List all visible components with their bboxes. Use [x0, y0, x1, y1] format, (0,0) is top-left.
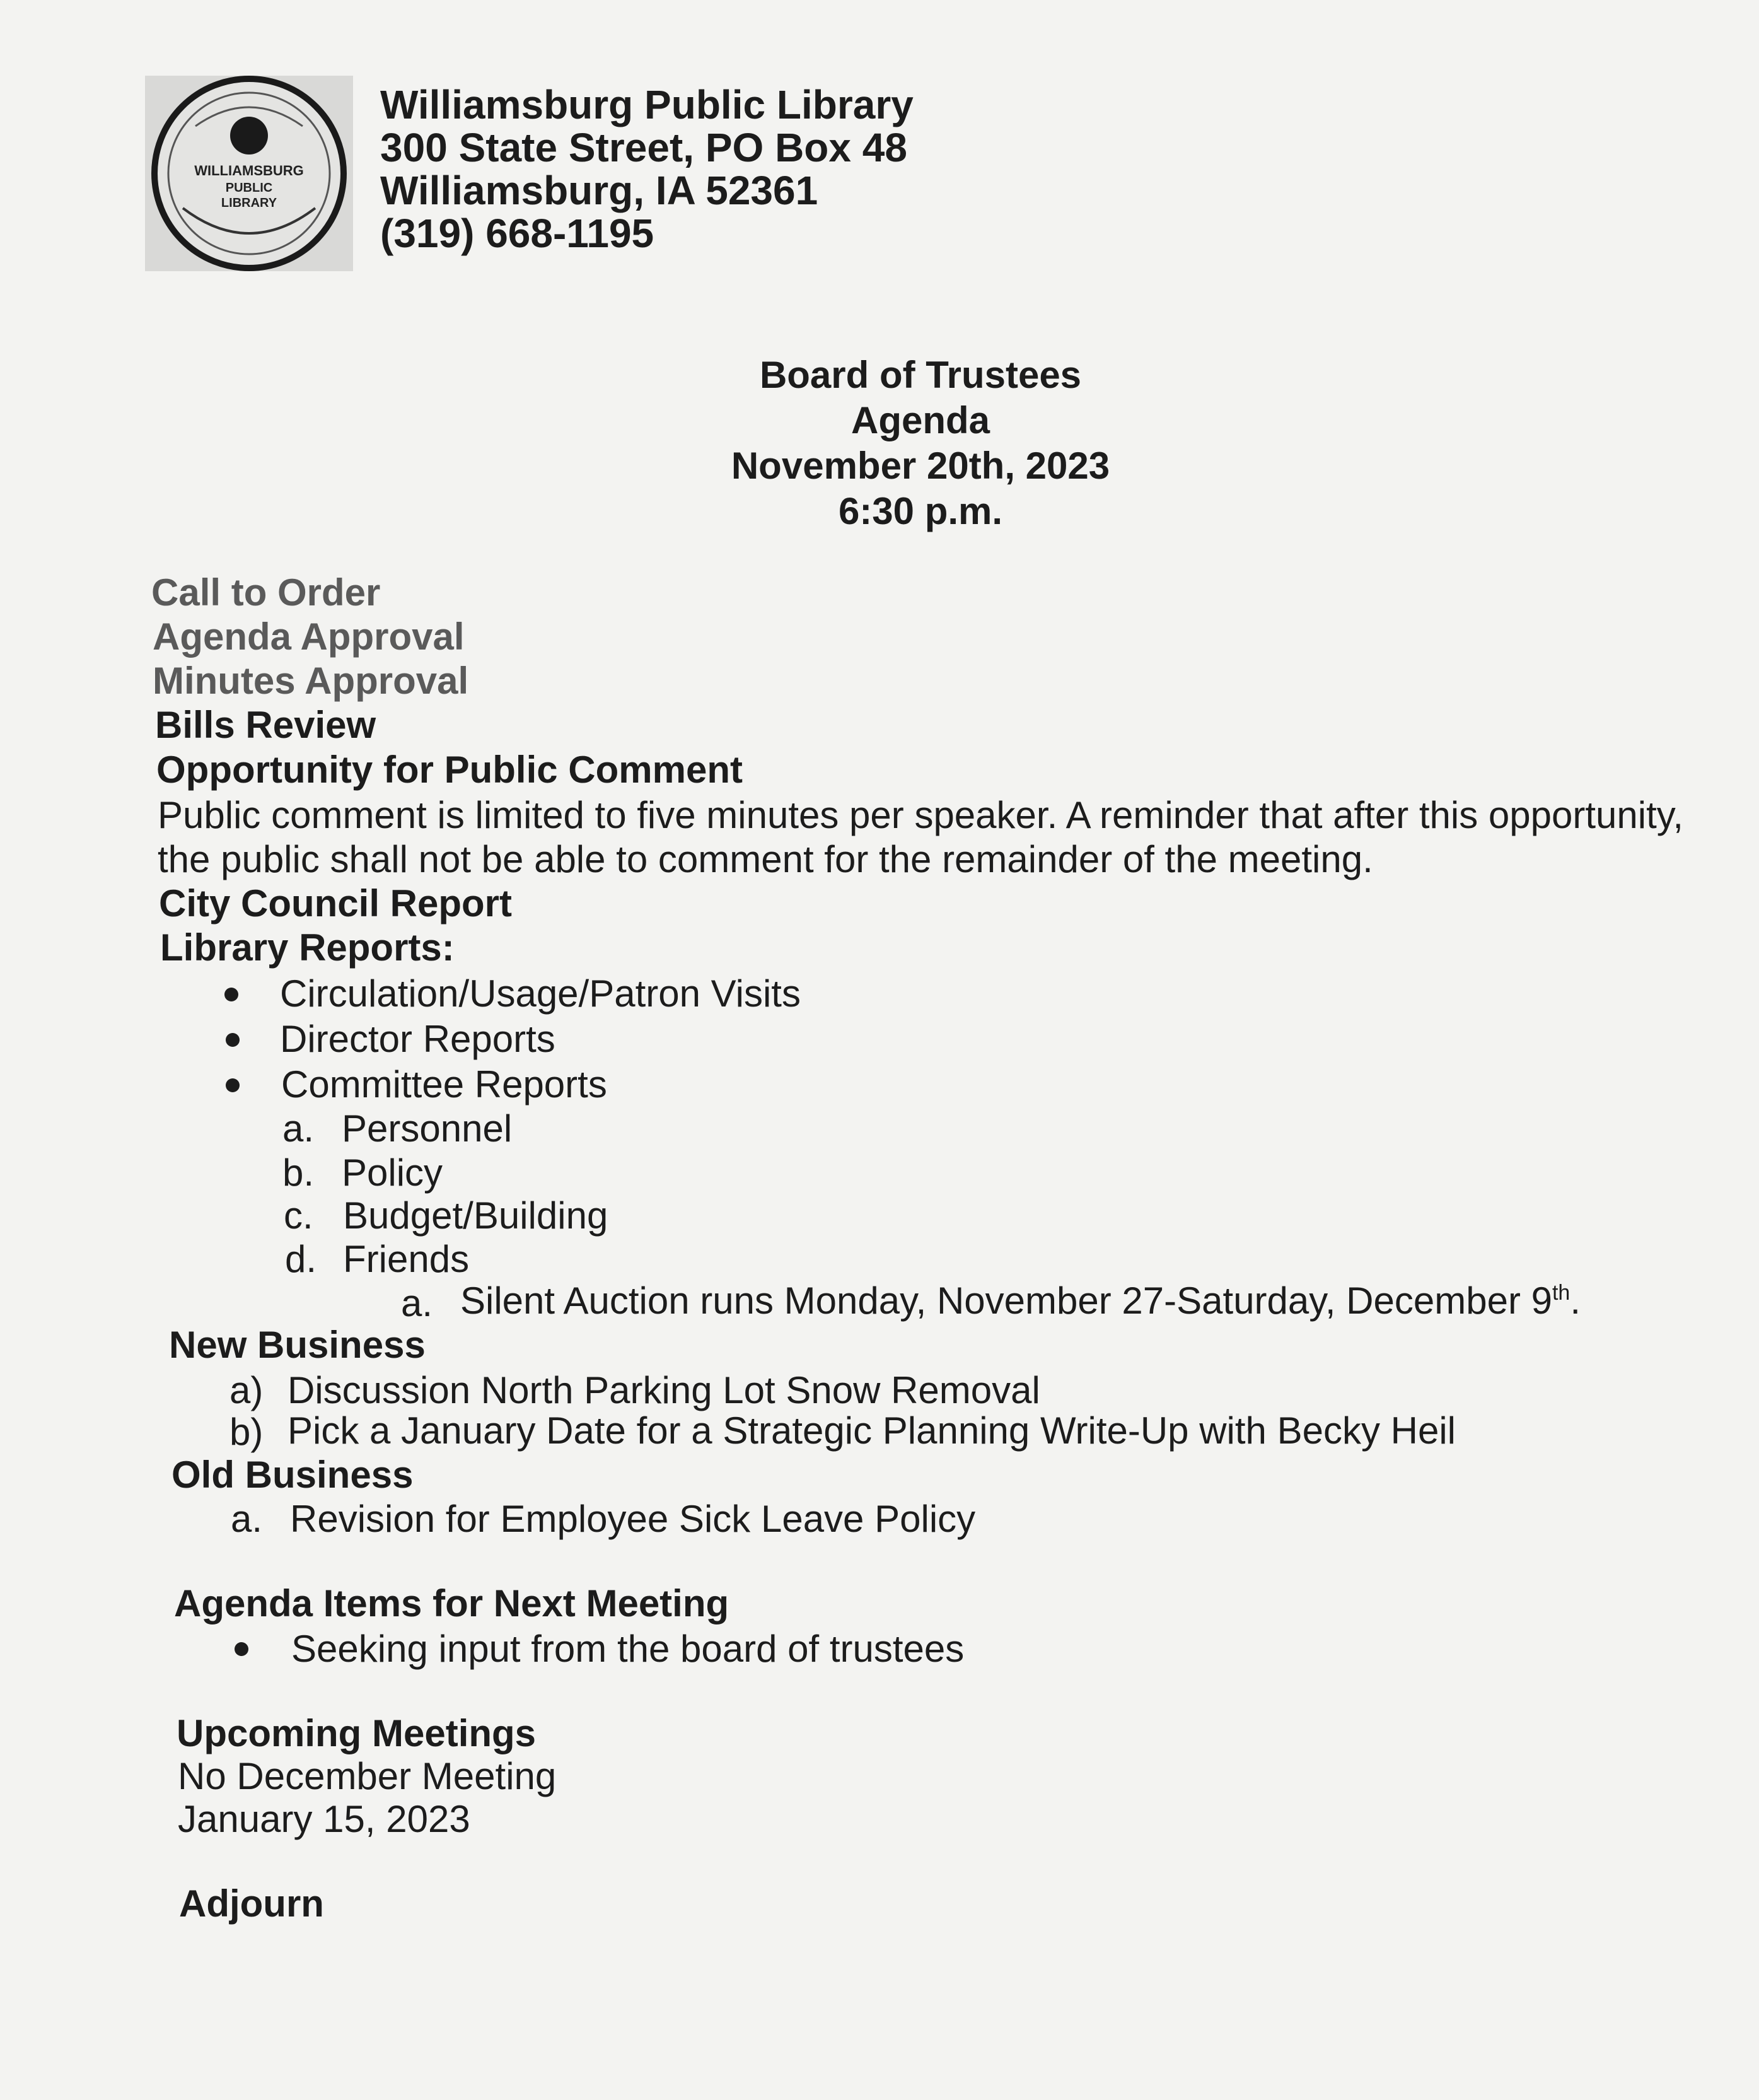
- committee-friends: Friends: [343, 1238, 470, 1280]
- upcoming-no-december: No December Meeting: [178, 1755, 557, 1797]
- item-public-comment: Opportunity for Public Comment: [156, 749, 743, 791]
- logo-text-1: WILLIAMSBURG: [194, 163, 304, 178]
- committee-marker: a.: [282, 1107, 315, 1150]
- logo-text-3: LIBRARY: [221, 196, 277, 210]
- item-call-to-order: Call to Order: [151, 571, 381, 614]
- public-comment-note-1: Public comment is limited to five minutes per speaker. A reminder that after this opportunity,: [158, 794, 1684, 836]
- logo-text-2: PUBLIC: [225, 181, 273, 195]
- upcoming-heading: Upcoming Meetings: [177, 1712, 537, 1754]
- library-logo: [145, 76, 353, 271]
- library-city: Williamsburg, IA 52361: [380, 168, 818, 213]
- committee-policy: Policy: [342, 1152, 443, 1194]
- new-business-parking-lot: Discussion North Parking Lot Snow Removal: [287, 1369, 1040, 1411]
- item-adjourn: Adjourn: [179, 1882, 324, 1925]
- committee-marker: c.: [284, 1194, 313, 1237]
- committee-marker: d.: [285, 1238, 317, 1280]
- next-meeting-heading: Agenda Items for Next Meeting: [174, 1582, 729, 1625]
- bullet-marker: [224, 988, 238, 1001]
- old-business-marker: a.: [231, 1498, 263, 1540]
- item-library-reports: Library Reports:: [160, 926, 455, 969]
- library-name: Williamsburg Public Library: [380, 82, 914, 127]
- committee-marker: b.: [282, 1152, 315, 1194]
- new-business-strategic-planning: Pick a January Date for a Strategic Planning Write-Up with Becky Heil: [287, 1409, 1456, 1452]
- new-business-marker: b): [229, 1411, 264, 1453]
- title-date: November 20th, 2023: [731, 445, 1110, 487]
- ordinal-suffix: th: [1552, 1281, 1570, 1305]
- old-business-heading: Old Business: [171, 1454, 414, 1496]
- friends-sub-marker: a.: [401, 1282, 433, 1324]
- next-meeting-input: Seeking input from the board of trustees: [291, 1628, 965, 1670]
- item-minutes-approval: Minutes Approval: [153, 660, 469, 702]
- report-director: Director Reports: [280, 1018, 555, 1060]
- report-circulation: Circulation/Usage/Patron Visits: [280, 972, 801, 1015]
- item-agenda-approval: Agenda Approval: [153, 615, 465, 658]
- new-business-marker: a): [229, 1369, 264, 1411]
- title-time: 6:30 p.m.: [838, 490, 1003, 532]
- committee-budget-building: Budget/Building: [343, 1194, 608, 1237]
- public-comment-note-2: the public shall not be able to comment for the remainder of the meeting.: [158, 838, 1373, 880]
- library-phone: (319) 668-1195: [380, 211, 654, 256]
- report-committee: Committee Reports: [281, 1063, 607, 1105]
- library-address: 300 State Street, PO Box 48: [380, 125, 907, 170]
- bullet-marker: [235, 1642, 248, 1656]
- item-bills-review: Bills Review: [155, 704, 376, 746]
- old-business-sick-leave: Revision for Employee Sick Leave Policy: [290, 1498, 976, 1540]
- item-city-council: City Council Report: [159, 882, 513, 925]
- friends-silent-auction: Silent Auction runs Monday, November 27-Saturday, December 9th.: [460, 1280, 1581, 1322]
- title-board: Board of Trustees: [759, 354, 1082, 396]
- title-agenda: Agenda: [850, 399, 990, 441]
- new-business-heading: New Business: [169, 1324, 426, 1366]
- committee-personnel: Personnel: [342, 1107, 513, 1150]
- bullet-marker: [226, 1033, 240, 1047]
- bullet-marker: [226, 1078, 240, 1092]
- upcoming-january: January 15, 2023: [178, 1798, 470, 1840]
